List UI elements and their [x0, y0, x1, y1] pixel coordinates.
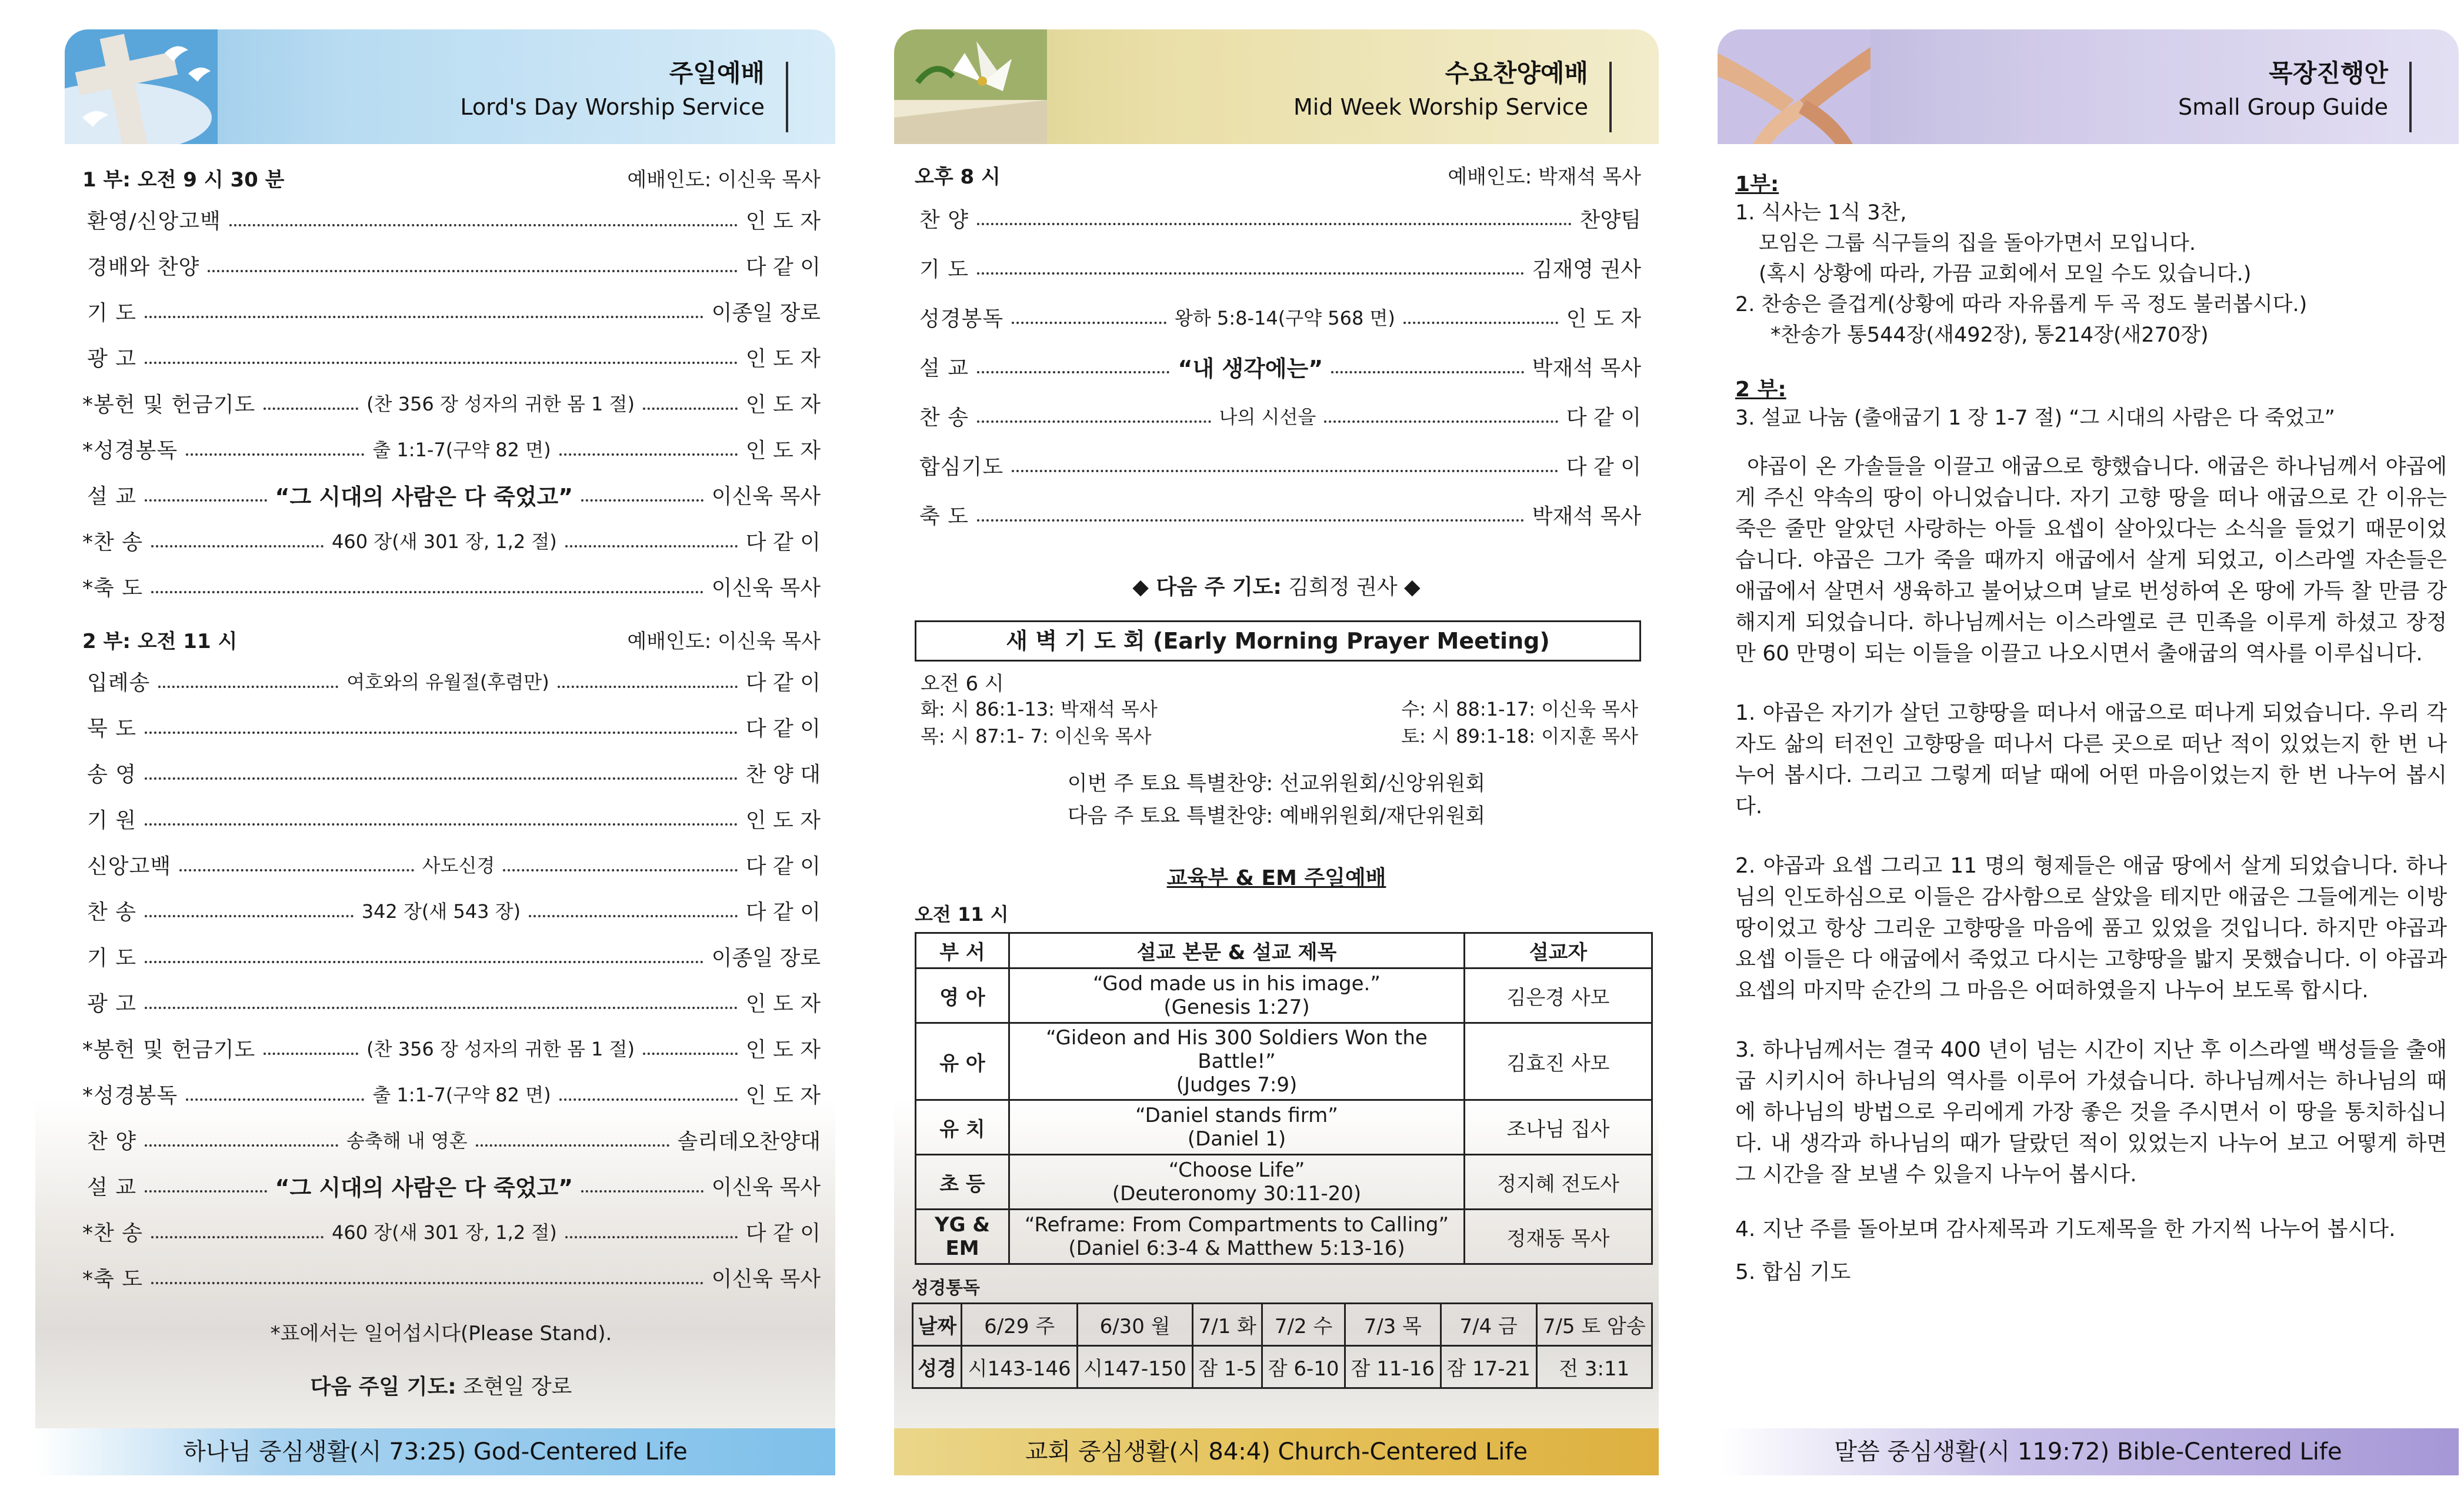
- order-row: [82, 704, 821, 750]
- order-label: 합심기도: [919, 455, 1004, 479]
- header-title-ko: 목장진행안: [2269, 59, 2388, 88]
- column-small-group: [1718, 0, 2459, 1493]
- edu-header-preacher: 설교자: [1465, 933, 1652, 968]
- dot-leader: [145, 961, 703, 963]
- order-label: 기 도: [87, 300, 136, 325]
- order-label: 광 고: [87, 346, 136, 371]
- dot-leader: [581, 1190, 703, 1193]
- edu-preacher: 김은경 사모: [1465, 968, 1652, 1023]
- header-small-group: [1718, 29, 2459, 144]
- order-person: 인 도 자: [745, 209, 821, 233]
- dot-leader: [151, 1282, 703, 1284]
- order-label: 찬 송: [87, 900, 136, 924]
- reading-ref: 잠 6-10: [1262, 1346, 1345, 1388]
- reading-ref: 잠 17-21: [1441, 1346, 1536, 1388]
- question-5: 5. 합심 기도: [1735, 1260, 1851, 1284]
- dawn-row-1: [921, 694, 1638, 722]
- dot-leader: [476, 1144, 669, 1147]
- order-row: [82, 658, 821, 704]
- dot-leader: [1324, 420, 1558, 423]
- cross-doves-icon: [65, 29, 218, 144]
- order-row: [82, 380, 821, 426]
- service-2-heading: 2 부: 오전 11 시: [82, 629, 238, 653]
- part-1-line: 모임은 그룹 식구들의 집을 돌아가면서 모입니다.: [1759, 232, 2196, 255]
- reading-ref: 전 3:11: [1536, 1346, 1652, 1388]
- dot-leader: [145, 915, 354, 917]
- order-person: 다 같 이: [745, 900, 821, 924]
- part-1-line: (혹시 상황에 따라, 가끔 교회에서 모일 수도 있습니다.): [1759, 262, 2252, 286]
- special-praise-next-week: 다음 주 토요 특별찬양: 예배위원회/재단위원회: [1067, 804, 1486, 828]
- dot-leader: [529, 915, 738, 917]
- midweek-next-prayer: [894, 570, 1659, 600]
- order-row: [82, 517, 821, 563]
- order-person: 다 같 이: [745, 255, 821, 279]
- dot-leader: [559, 1098, 738, 1101]
- dot-leader: [151, 591, 703, 593]
- order-row: [82, 1163, 821, 1208]
- order-person: 다 같 이: [1566, 455, 1641, 479]
- dot-leader: [145, 316, 703, 318]
- header-divider: [1609, 62, 1612, 132]
- dot-leader: [1403, 322, 1558, 324]
- dot-leader: [565, 1236, 738, 1238]
- reading-title: 성경통독: [912, 1278, 980, 1298]
- edu-sermon-title: “Choose Life”: [1168, 1158, 1305, 1182]
- order-row: [915, 292, 1641, 342]
- service-2-order: [82, 658, 821, 1300]
- reading-ref: 시147-150: [1077, 1346, 1192, 1388]
- dot-leader: [1012, 322, 1166, 324]
- dot-leader: [977, 371, 1169, 373]
- dot-leader: [1012, 470, 1558, 472]
- order-person: 박재석 목사: [1532, 356, 1641, 380]
- header-midweek: [894, 29, 1659, 144]
- order-person: 다 같 이: [745, 670, 821, 695]
- midweek-service: [915, 156, 1641, 539]
- order-row: [82, 933, 821, 979]
- midweek-time: 오후 8 시: [915, 165, 1001, 189]
- edu-row: [916, 1210, 1652, 1264]
- header-divider: [786, 62, 788, 132]
- reading-date-label: 날짜: [913, 1304, 962, 1346]
- dot-leader: [179, 869, 414, 871]
- reading-date: 6/29 주: [962, 1304, 1077, 1346]
- edu-preacher: 정지혜 전도사: [1465, 1155, 1652, 1210]
- order-detail: “내 생각에는”: [1178, 355, 1323, 382]
- order-person: 인 도 자: [745, 392, 821, 417]
- question-2: 2. 야곱과 요셉 그리고 11 명의 형제들은 애굽 땅에서 살게 되었습니다. 하나님의 인도하심으로 이들은 감사함으로 살았을 테지만 애굽은 그들에게는 이방 땅이었고 항상 그리운 고향땅을 마음에 품고 있었을 것입니다. 하지만 야곱과 요셉 이들은 다 애굽에서 죽었고 다시는 고향땅을 밟지 못했습니다. 이 야곱과 요셉의 마지막 순간의 그 마음은 어떠하였을지 나누어 보도록 합시다.: [1735, 854, 2447, 1003]
- order-row: [915, 440, 1641, 490]
- dawn-row-2: [921, 722, 1638, 749]
- edu-sermon-ref: (Daniel 6:3-4 & Matthew 5:13-16): [1068, 1237, 1405, 1260]
- edu-dept: YG & EM: [916, 1210, 1009, 1264]
- dot-leader: [558, 686, 738, 688]
- order-person: 다 같 이: [745, 1221, 821, 1245]
- order-detail: “그 시대의 사람은 다 죽었고”: [275, 483, 574, 510]
- dot-leader: [643, 408, 738, 410]
- dot-leader: [581, 499, 703, 502]
- header-title-en: Mid Week Worship Service: [1293, 94, 1588, 120]
- dot-leader: [229, 224, 738, 226]
- reading-date: 7/2 수: [1262, 1304, 1345, 1346]
- next-sunday-prayer-name: 조현일 장로: [463, 1375, 572, 1399]
- dot-leader: [151, 545, 324, 547]
- intro-paragraph: 야곱이 온 가솔들을 이끌고 애굽으로 향했습니다. 애굽은 하나님께서 야곱에게 주신 약속의 땅이 아니었습니다. 자기 고향 땅을 떠나 애굽으로 간 이유는 죽은 줄만 알았던 사랑하는 아들 요셉이 살아있다는 소식을 들었기 때문이었습니다. 야곱은 그가 죽을 때까지 애굽에서 살게 되었고, 이스라엘 자손들은 애굽에서 살면서 생육하고 불어났으며 날로 번성하여 온 땅에 가득 찰 만큼 강해지게 되었습니다. 하나님께서는 이스라엘로 큰 민족을 이루게 하셨고 장정만 60 만명이 되는 이들을 이끌고 나오시면서 출애굽의 역사를 이루십니다.: [1735, 455, 2447, 666]
- dawn-prayer-schedule: [921, 667, 1638, 749]
- order-row: [82, 1117, 821, 1163]
- edu-sermon-ref: (Judges 7:9): [1176, 1073, 1298, 1097]
- order-label: 찬 송: [919, 405, 969, 430]
- edu-row: [916, 1023, 1652, 1100]
- edu-sermon: [1009, 1023, 1465, 1100]
- edu-preacher: 김효진 사모: [1465, 1023, 1652, 1100]
- reading-date: 7/5 토 암송: [1536, 1304, 1652, 1346]
- dot-leader: [145, 1007, 738, 1009]
- edu-dept: 유 치: [916, 1100, 1009, 1155]
- order-detail: 나의 시선을: [1219, 406, 1316, 428]
- footer-church-centered: 교회 중심생활(시 84:4) Church-Centered Life: [894, 1428, 1659, 1475]
- edu-dept: 영 아: [916, 968, 1009, 1023]
- service-2: [82, 620, 821, 1300]
- lily-bible-icon: [894, 29, 1047, 144]
- dot-leader: [145, 823, 738, 826]
- service-2-leader: 예배인도: 이신욱 목사: [627, 629, 821, 653]
- dot-leader: [145, 499, 267, 502]
- reading-date: 7/1 화: [1193, 1304, 1262, 1346]
- order-row: [82, 841, 821, 887]
- order-row: [915, 391, 1641, 440]
- edu-sermon-ref: (Genesis 1:27): [1163, 996, 1310, 1019]
- part-2-sermon-line: 3. 설교 나눔 (출애굽기 1 장 1-7 절) “그 시대의 사람은 다 죽었고”: [1735, 406, 2335, 430]
- edu-sermon-title: “Reframe: From Compartments to Calling”: [1024, 1213, 1449, 1237]
- order-row: [82, 563, 821, 609]
- part-1-line: *찬송가 통544장(새492장), 통214장(새270장): [1771, 323, 2209, 347]
- part-1-heading: 1부:: [1735, 172, 1779, 196]
- edu-preacher: 정재동 목사: [1465, 1210, 1652, 1264]
- small-group-content: [1735, 168, 2447, 1288]
- dot-leader: [643, 1053, 738, 1055]
- reading-date-row: [913, 1304, 1652, 1346]
- dawn-prayer-title: 새 벽 기 도 회 (Early Morning Prayer Meeting): [915, 620, 1641, 662]
- order-label: 기 도: [919, 257, 969, 282]
- order-label: 설 교: [919, 356, 969, 380]
- edu-sermon: [1009, 1155, 1465, 1210]
- order-row: [82, 472, 821, 517]
- order-label: *축 도: [82, 1267, 143, 1291]
- order-detail: 출 1:1-7(구약 82 면): [372, 439, 551, 461]
- edu-title: 교육부 & EM 주일예배: [1166, 866, 1386, 890]
- order-person: 다 같 이: [745, 530, 821, 555]
- order-person: 찬 양 대: [745, 762, 821, 787]
- order-label: 기 원: [87, 808, 136, 833]
- order-person: 인 도 자: [745, 346, 821, 371]
- order-row: [915, 342, 1641, 391]
- order-label: 찬 양: [919, 208, 969, 232]
- order-row: [82, 196, 821, 242]
- dot-leader: [145, 1144, 338, 1147]
- edu-sermon-ref: (Deuteronomy 30:11-20): [1112, 1182, 1362, 1205]
- order-row: [82, 1025, 821, 1071]
- edu-sermon: [1009, 1100, 1465, 1155]
- reading-ref: 잠 11-16: [1345, 1346, 1441, 1388]
- order-person: 인 도 자: [745, 808, 821, 833]
- order-label: 신앙고백: [87, 854, 172, 879]
- service-1: [82, 159, 821, 609]
- order-row: [82, 288, 821, 334]
- edu-sermon-title: “Daniel stands firm”: [1135, 1104, 1338, 1127]
- edu-dept: 유 아: [916, 1023, 1009, 1100]
- order-detail: (찬 356 장 성자의 귀한 몸 1 절): [366, 393, 635, 415]
- order-person: 다 같 이: [1566, 405, 1642, 430]
- edu-sermon-ref: (Daniel 1): [1187, 1127, 1286, 1151]
- question-1: 1. 야곱은 자기가 살던 고향땅을 떠나서 애굽으로 떠나게 되었습니다. 우리 각자도 삶의 터전인 고향땅을 떠나서 다른 곳으로 떠난 적이 있었는지 한 번 나누어 봅시다. 그리고 그렇게 떠날 때에 어떤 마음이었는지 한 번 나누어 봅시다.: [1735, 701, 2447, 819]
- order-person: 다 같 이: [745, 716, 821, 741]
- order-detail: 송축해 내 영혼: [346, 1130, 468, 1152]
- edu-row: [916, 1155, 1652, 1210]
- dawn-left-2: 목: 시 87:1- 7: 이신욱 목사: [921, 725, 1152, 747]
- order-label: *찬 송: [82, 530, 143, 555]
- order-detail: 사도신경: [422, 854, 495, 877]
- part-1-line: 1. 식사는 1식 3찬,: [1735, 201, 1907, 225]
- order-row: [82, 1254, 821, 1300]
- service-1-heading: 1 부: 오전 9 시 30 분: [82, 168, 285, 192]
- dot-leader: [977, 420, 1211, 423]
- order-detail: 출 1:1-7(구약 82 면): [372, 1084, 551, 1106]
- order-person: 인 도 자: [745, 1083, 821, 1108]
- order-label: 송 영: [87, 762, 136, 787]
- order-detail: 460 장(새 301 장, 1,2 절): [332, 1221, 557, 1244]
- order-row: [82, 796, 821, 841]
- order-person: 인 도 자: [745, 438, 821, 463]
- edu-sermon: [1009, 968, 1465, 1023]
- dot-leader: [977, 223, 1572, 225]
- edu-sermon: [1009, 1210, 1465, 1264]
- midweek-order: [915, 193, 1641, 539]
- dawn-right-1: 수: 시 88:1-17: 이신욱 목사: [1401, 698, 1638, 720]
- dot-leader: [1331, 371, 1523, 373]
- edu-header-row: [916, 933, 1652, 968]
- edu-title-wrap: [894, 861, 1659, 891]
- dot-leader: [503, 869, 738, 871]
- column-lords-day: [24, 0, 835, 1493]
- header-title-en: Lord's Day Worship Service: [460, 94, 765, 120]
- header-title-ko: 수요찬양예배: [1445, 59, 1588, 88]
- order-label: 성경봉독: [919, 306, 1004, 331]
- order-row: [915, 193, 1641, 243]
- dot-leader: [977, 519, 1524, 522]
- reading-date: 6/30 월: [1077, 1304, 1192, 1346]
- dot-leader: [145, 1190, 267, 1193]
- dot-leader: [186, 1098, 364, 1101]
- part-2-heading: 2 부:: [1735, 378, 1786, 402]
- edu-sermon-title: “God made us in his image.”: [1093, 972, 1381, 996]
- edu-sermon-title: “Gideon and His 300 Soldiers Won the Battle!”: [1046, 1026, 1428, 1073]
- midweek-next-prayer-name: 김희정 권사 ◆: [1288, 575, 1421, 599]
- order-person: 이신욱 목사: [711, 1175, 821, 1200]
- order-person: 이신욱 목사: [711, 576, 821, 600]
- dot-leader: [145, 362, 738, 364]
- edu-header-title: 설교 본문 & 설교 제목: [1009, 933, 1465, 968]
- dawn-left-1: 화: 시 86:1-13: 박재석 목사: [921, 698, 1158, 720]
- header-lords-day: [65, 29, 835, 144]
- reading-date: 7/3 목: [1345, 1304, 1441, 1346]
- footer-god-centered: 하나님 중심생활(시 73:25) God-Centered Life: [35, 1428, 835, 1475]
- order-person: 찬양팀: [1579, 208, 1641, 232]
- dot-leader: [264, 1053, 358, 1055]
- order-row: [915, 490, 1641, 539]
- order-person: 이신욱 목사: [711, 484, 821, 509]
- reading-table: [912, 1302, 1653, 1389]
- header-title-en: Small Group Guide: [2178, 94, 2388, 120]
- order-detail: 342 장(새 543 장): [361, 900, 521, 923]
- order-person: 솔리데오찬양대: [677, 1129, 821, 1154]
- reading-bible-label: 성경: [913, 1346, 962, 1388]
- order-person: 인 도 자: [1566, 306, 1641, 331]
- order-detail: 460 장(새 301 장, 1,2 절): [332, 530, 557, 553]
- order-label: 경배와 찬양: [87, 255, 200, 279]
- dawn-right-2: 토: 시 89:1-18: 이지훈 목사: [1401, 725, 1638, 747]
- order-row: [82, 750, 821, 796]
- dot-leader: [977, 272, 1524, 275]
- next-sunday-prayer: [106, 1370, 776, 1400]
- dot-leader: [145, 732, 738, 734]
- order-label: *축 도: [82, 576, 143, 600]
- order-label: 광 고: [87, 991, 136, 1016]
- part-1-list: [1735, 198, 2447, 350]
- order-label: 찬 양: [87, 1129, 136, 1154]
- order-label: 환영/신앙고백: [87, 209, 221, 233]
- order-row: [82, 334, 821, 380]
- order-detail: (찬 356 장 성자의 귀한 몸 1 절): [366, 1038, 635, 1060]
- dot-leader: [158, 686, 338, 688]
- edu-header-dept: 부 서: [916, 933, 1009, 968]
- service-1-leader: 예배인도: 이신욱 목사: [627, 168, 821, 192]
- reading-ref: 잠 1-5: [1193, 1346, 1262, 1388]
- order-label: 축 도: [919, 504, 969, 529]
- reading-ref: 시143-146: [962, 1346, 1077, 1388]
- order-label: 입례송: [87, 670, 151, 695]
- next-sunday-prayer-label: 다음 주일 기도:: [310, 1375, 456, 1399]
- order-label: *봉헌 및 헌금기도: [82, 392, 256, 417]
- order-row: [915, 243, 1641, 292]
- order-row: [82, 887, 821, 933]
- joined-hands-icon: [1718, 29, 1870, 144]
- dot-leader: [264, 408, 358, 410]
- order-label: 기 도: [87, 946, 136, 970]
- dawn-prayer-time: 오전 6 시: [921, 672, 1004, 696]
- special-praise-this-week: 이번 주 토요 특별찬양: 선교위원회/신앙위원회: [1067, 772, 1486, 796]
- stand-note: *표에서는 일어섭시다(Please Stand).: [270, 1322, 612, 1345]
- order-detail: “그 시대의 사람은 다 죽었고”: [275, 1174, 574, 1201]
- order-person: 인 도 자: [745, 991, 821, 1016]
- midweek-next-prayer-label: ◆ 다음 주 기도:: [1132, 575, 1282, 599]
- order-person: 이신욱 목사: [711, 1267, 821, 1291]
- order-label: 설 교: [87, 1175, 136, 1200]
- midweek-leader: 예배인도: 박재석 목사: [1448, 165, 1641, 189]
- service-1-order: [82, 196, 821, 609]
- question-4: 4. 지난 주를 돌아보며 감사제목과 기도제목을 한 가지씩 나누어 봅시다.: [1735, 1217, 2396, 1241]
- order-row: [82, 242, 821, 288]
- order-row: [82, 979, 821, 1025]
- order-person: 이종일 장로: [711, 946, 821, 970]
- edu-table: [915, 932, 1653, 1265]
- edu-dept: 초 등: [916, 1155, 1009, 1210]
- footer-bible-centered: 말씀 중심생활(시 119:72) Bible-Centered Life: [1718, 1428, 2459, 1475]
- order-label: *찬 송: [82, 1221, 143, 1245]
- dot-leader: [186, 453, 364, 456]
- header-title-ko: 주일예배: [669, 59, 765, 88]
- column-midweek: [894, 0, 1659, 1493]
- order-label: *성경봉독: [82, 438, 178, 463]
- reading-ref-row: [913, 1346, 1652, 1388]
- order-row: [82, 1208, 821, 1254]
- part-1-line: 2. 찬송은 즐겁게(상황에 따라 자유롭게 두 곡 정도 불러봅시다.): [1735, 293, 2308, 316]
- question-3: 3. 하나님께서는 결국 400 년이 넘는 시간이 지난 후 이스라엘 백성들을 출애굽 시키시어 하나님의 역사를 이루어 가셨습니다. 하나님께서는 하나님의 때에 하나님의 방법으로 우리에게 가장 좋은 것을 주시면서 이 땅을 통치하십니다. 내 생각과 하나님의 때가 달랐던 적이 있었는지 나누어 보고 어떻게 하면 그 시간을 잘 보낼 수 있을지 나누어 봅시다.: [1735, 1038, 2447, 1187]
- order-label: 묵 도: [87, 716, 136, 741]
- header-divider: [2409, 62, 2412, 132]
- order-person: 박재석 목사: [1532, 504, 1641, 529]
- edu-time: 오전 11 시: [915, 903, 1009, 926]
- dot-leader: [145, 777, 738, 780]
- order-detail: 왕하 5:8-14(구약 568 면): [1175, 307, 1395, 329]
- edu-preacher: 조나님 집사: [1465, 1100, 1652, 1155]
- order-label: *봉헌 및 헌금기도: [82, 1037, 256, 1062]
- order-person: 이종일 장로: [711, 300, 821, 325]
- dot-leader: [565, 545, 738, 547]
- edu-row: [916, 968, 1652, 1023]
- reading-date: 7/4 금: [1441, 1304, 1536, 1346]
- dot-leader: [151, 1236, 324, 1238]
- order-detail: 여호와의 유월절(후렴만): [346, 671, 549, 693]
- edu-row: [916, 1100, 1652, 1155]
- dot-leader: [208, 270, 737, 272]
- order-label: 설 교: [87, 484, 136, 509]
- order-label: *성경봉독: [82, 1083, 178, 1108]
- order-person: 인 도 자: [745, 1037, 821, 1062]
- dot-leader: [559, 453, 738, 456]
- order-row: [82, 426, 821, 472]
- order-person: 다 같 이: [745, 854, 821, 879]
- order-row: [82, 1071, 821, 1117]
- order-person: 김재영 권사: [1532, 257, 1641, 282]
